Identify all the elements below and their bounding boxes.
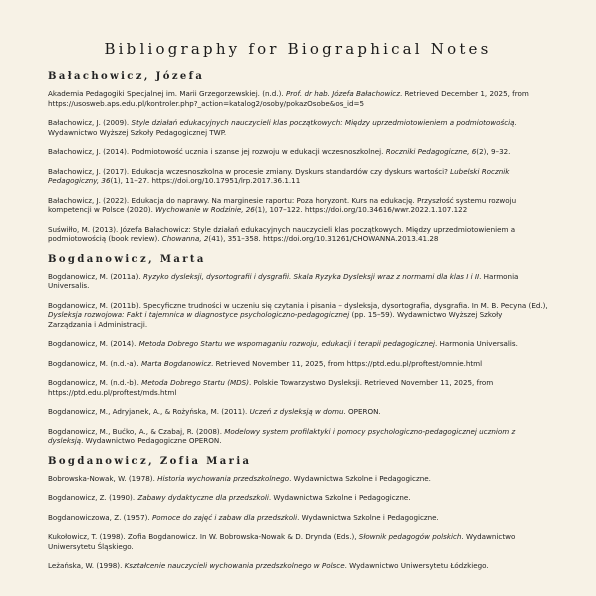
section-heading: Bogdanowicz, Marta [48,253,206,265]
reference-italic-text: Lubelski Rocznik Pedagogiczny, 36 [48,166,510,185]
reference-italic-text: Wychowanie w Rodzinie, 26 [155,205,255,214]
section-heading: Bałachowicz, Józefa [48,71,205,82]
reference-text: Bobrowska-Nowak, W. (1978). [48,473,158,483]
reference-italic-text: Chowanna, 2 [161,234,209,243]
reference-text: . Wydawnictwo Pedagogiczne OPERON. [81,436,222,445]
reference-entry [48,493,548,503]
reference-italic-text: Dysleksja rozwojowa: Fakt i tajemnica w diagnostyce psychologiczno-pedagogicznej [48,310,350,319]
reference-text: Bałachowicz, J. (2022). Edukacja do naprawy. Na marginesie raportu: Poza horyzont. Kurs na edukację. Przyszłość systemu rozwoju kompetencji w Polsce (2020). [48,195,517,214]
reference-text: Suświłło, M. (2013). Józefa Bałachowicz: Style działań edukacyjnych nauczycieli klas początkowych. Między uprzedmiotowieniem a podmiotowością (book review). [48,224,516,243]
reference-text: Bogdanowicz, M. (2011b). Specyficzne trudności w uczeniu się czytania i pisania – dysleksja, dysortografia, dysgrafia. In M. B. Pecyna (Ed.), [48,300,548,310]
reference-text: . Wydawnictwa Szkolne i Pedagogiczne. [289,473,431,483]
reference-text: (1), 107–122. https://doi.org/10.34616/wwr.2022.1.107.122 [254,205,468,214]
reference-italic-text: Słownik pedagogów polskich [358,532,462,541]
reference-entry [48,118,548,137]
reference-text: Bogdanowicz, M., Adryjanek, A., & Rożyńska, M. (2011). [48,407,250,416]
reference-text: Bogdanowicz, M. (n.d.-b). [48,378,142,387]
reference-italic-text: Historia wychowania przedszkolnego [157,473,290,483]
reference-italic-text: Metoda Dobrego Startu we wspomaganiu rozwoju, edukacji i terapii pedagogicznej [138,339,435,348]
reference-text: Bogdanowicz, M., Bućko, A., & Czabaj, R. (2008). [48,426,225,436]
reference-text: . Wydawnictwa Szkolne i Pedagogiczne. [268,493,411,502]
reference-entry [48,427,548,446]
reference-text: Bałachowicz, J. (2009). [48,118,132,127]
reference-text: . Harmonia Universalis. [48,271,519,290]
reference-text: Bogdanowicz, M. (2011a). [48,271,144,281]
reference-entry [48,339,548,349]
reference-text: . Retrieved December 1, 2025, from https://usosweb.aps.edu.pl/kontroler.php?_action=katalog2/osoby/pokazOsobe&os_id=5 [48,89,529,108]
section-heading: Bogdanowicz, Zofia Maria [48,455,252,467]
reference-text: Bogdanowicz, M. (n.d.-a). [48,358,142,368]
reference-entry [48,532,548,551]
reference-text: (41), 351–358. https://doi.org/10.31261/CHOWANNA.2013.41.28 [208,234,439,243]
reference-text: (1), 11–27. https://doi.org/10.17951/lrp.2017.36.1.11 [110,176,301,185]
reference-text: Bałachowicz, J. (2017). Edukacja wczesnoszkolna w procesie zmiany. Dyskurs standardów czy dyskurs wartości? [48,166,451,176]
reference-text: Bogdanowicz, M. (2014). [48,339,139,348]
reference-entry [48,378,548,397]
reference-italic-text: Zabawy dydaktyczne dla przedszkoli [137,493,269,502]
reference-text: Bogdanowiczowa, Z. (1957). [48,512,152,522]
reference-text: . Wydawnictwo Uniwersytetu Łódzkiego. [344,561,489,570]
reference-entry [48,167,548,186]
reference-text: Kukołowicz, T. (1998). Zofia Bogdanowicz. In W. Bobrowska-Nowak & D. Drynda (Eds.), [48,532,359,541]
reference-italic-text: Modelowy system profilaktyki i pomocy psychologiczno-pedagogicznej uczniom z dysleksją [48,426,516,445]
reference-italic-text: Marta Bogdanowicz [141,358,212,368]
bibliography-sections [48,71,548,571]
reference-text: Bałachowicz, J. (2014). Podmiotowość ucznia i szanse jej rozwoju w edukacji wczesnoszkolnej. [48,147,386,156]
reference-entry [48,474,548,484]
reference-text: . OPERON. [343,407,381,416]
reference-text: . Wydawnictwo Uniwersytetu Śląskiego. [48,532,516,551]
reference-entry [48,196,548,215]
reference-italic-text: Pomoce do zajęć i zabaw dla przedszkoli [151,512,298,522]
reference-text: Akademia Pedagogiki Specjalnej im. Marii Grzegorzewskiej. (n.d.). [48,89,286,98]
reference-text: (pp. 15–59). Wydawnictwo Wyższej Szkoły Zarządzania i Administracji. [48,310,503,329]
reference-text: . Polskie Towarzystwo Dysleksji. Retrieved November 11, 2025, from https://ptd.edu.pl/proftest/mds.html [48,378,494,397]
reference-text: Leżańska, W. (1998). [48,561,125,570]
reference-entry [48,89,548,108]
page-title: Bibliography for Biographical Notes [104,40,492,58]
reference-italic-text: Ryzyko dysleksji, dysortografii i dysgrafii. Skala Ryzyka Dysleksji wraz z normami dla klas I i II [143,271,480,281]
reference-text: . Harmonia Universalis. [434,339,518,348]
reference-entry [48,561,548,571]
reference-entry [48,147,548,157]
reference-text: . Wydawnictwo Wyższej Szkoły Pedagogicznej TWP. [48,118,517,137]
reference-italic-text: Metoda Dobrego Startu (MDS) [141,378,249,387]
reference-italic-text: Uczeń z dysleksją w domu [249,407,344,416]
reference-entry [48,301,548,330]
reference-italic-text: Style działań edukacyjnych nauczycieli klas początkowych: Między uprzedmiotowieniem a podmiotowością [131,118,515,127]
reference-italic-text: Roczniki Pedagogiczne, 6 [385,147,477,156]
reference-italic-text: Kształcenie nauczycieli wychowania przedszkolnego w Polsce [124,561,345,570]
reference-entry [48,513,548,523]
reference-text: . Retrieved November 11, 2025, from https://ptd.edu.pl/proftest/omnie.html [211,358,483,368]
reference-text: . Wydawnictwa Szkolne i Pedagogiczne. [297,512,439,522]
reference-entry [48,407,548,417]
reference-entry [48,225,548,244]
reference-text: (2), 9–32. [476,147,511,156]
reference-text: Bogdanowicz, Z. (1990). [48,493,138,502]
reference-entry [48,272,548,291]
reference-italic-text: Prof. dr hab. Józefa Bałachowicz [285,89,400,98]
reference-entry [48,359,548,369]
